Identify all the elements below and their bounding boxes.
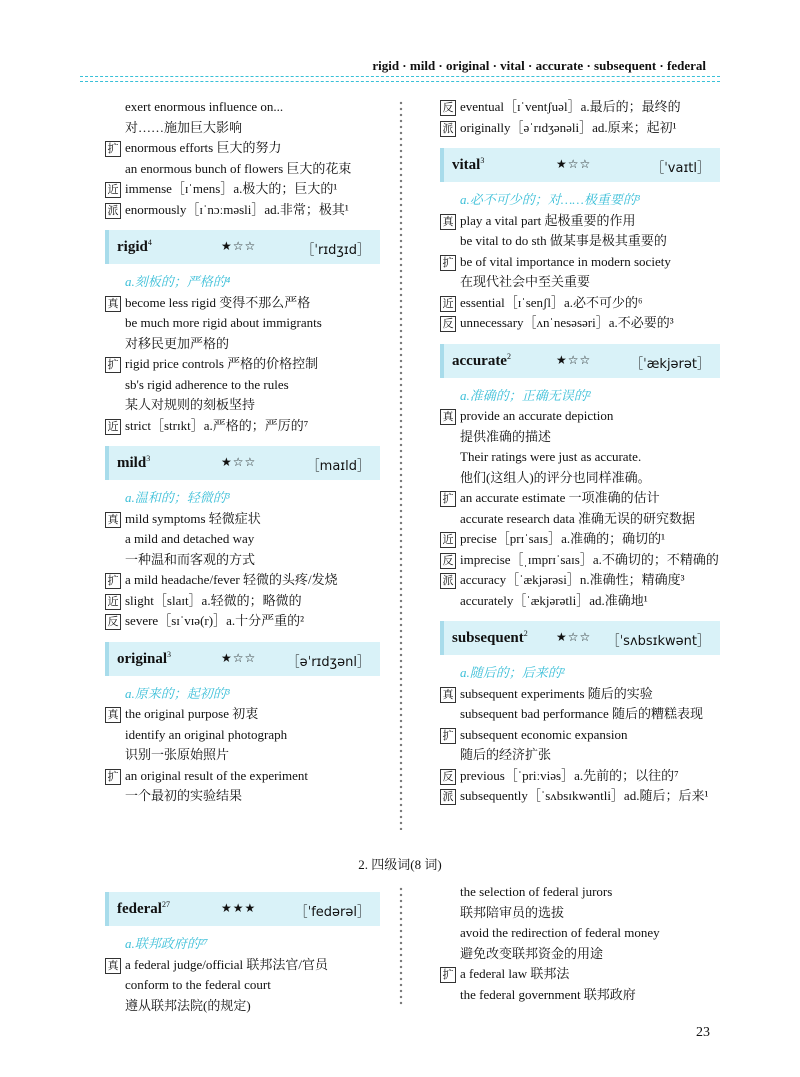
entry-text: a mild headache/fever 轻微的头疼/发烧 xyxy=(125,572,338,587)
headword-text: mild xyxy=(117,455,147,471)
entry-line xyxy=(440,529,720,550)
entry-line xyxy=(105,118,380,139)
entry-text: 提供准确的描述 xyxy=(460,428,552,444)
entry-line xyxy=(440,272,720,293)
phonetic-transcription: ［ˈækjərət］ xyxy=(630,356,710,372)
category-tag: 反 xyxy=(440,316,456,332)
meaning-line xyxy=(440,386,720,407)
entry-text: provide an accurate depiction xyxy=(460,408,614,423)
entry-line xyxy=(105,293,380,314)
category-tag: 反 xyxy=(105,614,121,630)
entry-text: 某人对规则的刻板坚持 xyxy=(125,397,256,412)
meaning-line xyxy=(105,272,380,293)
frequency-count: 2 xyxy=(523,629,528,638)
category-tag: 真 xyxy=(105,958,121,974)
entry-line xyxy=(440,591,720,612)
entry-text: 随后的经济扩张 xyxy=(460,747,552,762)
entry-line xyxy=(440,550,720,571)
category-tag: 扩 xyxy=(440,728,456,744)
entry-text: an enormous bunch of flowers 巨大的花束 xyxy=(125,160,352,176)
word-entry-header xyxy=(105,230,380,264)
meaning-text: a.必不可少的；对……极重要的³ xyxy=(460,192,640,207)
entry-line xyxy=(440,985,720,1006)
word-entry-header xyxy=(105,642,380,676)
entry-line xyxy=(440,570,720,591)
entry-text: 他们(这组人)的评分也同样准确。 xyxy=(460,469,651,485)
entry-line xyxy=(105,138,380,159)
word-entry-header xyxy=(440,148,720,182)
entry-line xyxy=(105,200,380,221)
category-tag: 扩 xyxy=(105,769,121,785)
entry-text: subsequent experiments 随后的实验 xyxy=(460,685,653,701)
category-tag: 派 xyxy=(105,203,121,219)
category-tag: 扩 xyxy=(105,357,121,373)
phonetic-transcription: ［əˈrɪdʒənl］ xyxy=(286,654,370,670)
entry-line xyxy=(105,334,380,355)
frequency-count: 27 xyxy=(161,900,170,909)
headword-text: accurate xyxy=(452,352,507,369)
headword xyxy=(117,238,152,256)
entry-line xyxy=(105,354,380,375)
meaning-text: a.准确的；正确无误的² xyxy=(460,387,591,403)
headword-text: subsequent xyxy=(452,630,524,646)
word-entry-header xyxy=(105,892,380,926)
headword-text: original xyxy=(117,650,168,667)
meaning-text: a.随后的；后来的² xyxy=(460,665,565,680)
entry-line xyxy=(105,395,380,416)
entry-text: unnecessary［ʌnˈnesəsəri］a.不必要的³ xyxy=(460,315,674,330)
entry-line xyxy=(440,704,720,725)
entry-line xyxy=(440,944,720,965)
meaning-text: a.联邦政府的²⁷ xyxy=(125,936,209,951)
category-tag: 真 xyxy=(440,409,456,425)
entry-line xyxy=(105,611,380,632)
entry-line xyxy=(105,375,380,396)
entry-line xyxy=(440,97,720,118)
entry-line xyxy=(440,427,720,448)
entry-line xyxy=(105,570,380,591)
entry-text: 遵从联邦法院(的规定) xyxy=(125,997,251,1013)
column-separator-bottom xyxy=(398,886,404,1006)
category-tag: 扩 xyxy=(105,573,121,589)
entry-text: mild symptoms 轻微症状 xyxy=(125,510,261,526)
entry-text: play a vital part 起极重要的作用 xyxy=(460,212,636,228)
word-entry-header xyxy=(440,621,720,655)
star-rating: ★☆☆ xyxy=(221,239,257,253)
category-tag: 反 xyxy=(440,553,456,569)
phonetic-transcription: ［ˈfedərəl］ xyxy=(294,905,370,920)
entry-line xyxy=(440,313,720,334)
entry-line xyxy=(105,550,380,571)
entry-text: enormous efforts 巨大的努力 xyxy=(125,140,282,155)
entry-text: accurate research data 准确无误的研究数据 xyxy=(460,510,695,526)
star-rating: ★★★ xyxy=(221,901,257,915)
entry-line xyxy=(105,179,380,200)
meaning-line xyxy=(440,190,720,211)
entry-text: subsequent economic expansion xyxy=(460,726,628,742)
entry-line xyxy=(105,509,380,530)
headword xyxy=(117,650,171,668)
entry-line xyxy=(440,118,720,139)
entry-line xyxy=(105,159,380,180)
frequency-count: 2 xyxy=(506,351,511,361)
meaning-line xyxy=(105,934,380,955)
entry-text: identify an original photograph xyxy=(125,726,288,742)
meaning-text: a.刻板的；严格的⁴ xyxy=(125,274,231,289)
left-column xyxy=(105,97,380,807)
entry-line xyxy=(440,684,720,705)
frequency-count: 3 xyxy=(480,156,485,165)
category-tag: 真 xyxy=(105,707,121,723)
headword xyxy=(452,352,511,370)
entry-text: slight［slaɪt］a.轻微的；略微的 xyxy=(125,592,302,608)
entry-text: accurately［ˈækjərətli］ad.准确地¹ xyxy=(460,592,648,608)
entry-line xyxy=(440,293,720,314)
entry-line xyxy=(105,313,380,334)
entry-text: Their ratings were just as accurate. xyxy=(460,449,642,464)
entry-text: become less rigid 变得不那么严格 xyxy=(125,294,311,310)
star-rating: ★☆☆ xyxy=(221,455,257,469)
entry-line xyxy=(440,406,720,427)
entry-text: accuracy［ˈækjərəsi］n.准确性；精确度³ xyxy=(460,572,685,587)
entry-text: 在现代社会中至关重要 xyxy=(460,274,591,289)
entry-text: subsequently［ˈsʌbsɪkwəntli］ad.随后；后来¹ xyxy=(460,788,709,803)
entry-line xyxy=(105,704,380,725)
meaning-text: a.温和的；轻微的³ xyxy=(125,490,230,505)
entry-line xyxy=(105,996,380,1017)
category-tag: 扩 xyxy=(440,491,456,507)
category-tag: 派 xyxy=(440,789,456,805)
headword-text: rigid xyxy=(117,239,148,255)
header-divider xyxy=(80,76,720,82)
frequency-count: 3 xyxy=(146,454,151,463)
entry-text: a federal law 联邦法 xyxy=(460,966,570,981)
entry-text: 对……施加巨大影响 xyxy=(125,119,243,135)
bottom-left-column xyxy=(105,882,380,1016)
headword xyxy=(117,900,170,918)
headword-text: federal xyxy=(117,901,162,917)
entry-text: avoid the redirection of federal money xyxy=(460,925,660,940)
column-separator-top xyxy=(398,100,404,830)
star-rating: ★☆☆ xyxy=(556,630,592,644)
entry-text: 一种温和而客观的方式 xyxy=(125,551,256,567)
entry-text: previous［ˈpriːviəs］a.先前的；以往的⁷ xyxy=(460,767,679,783)
entry-text: strict［strɪkt］a.严格的；严厉的⁷ xyxy=(125,417,309,433)
entry-line xyxy=(105,529,380,550)
headword-text: vital xyxy=(452,157,481,173)
entry-text: exert enormous influence on... xyxy=(125,99,284,114)
entry-line xyxy=(105,745,380,766)
meaning-line xyxy=(105,684,380,705)
entry-line xyxy=(440,903,720,924)
category-tag: 扩 xyxy=(440,967,456,983)
phonetic-transcription: ［ˈvaɪtl］ xyxy=(651,161,710,176)
entry-line xyxy=(440,786,720,807)
page-header-title: rigid · mild · original · vital · accurate · subsequent · federal xyxy=(372,58,706,73)
entry-line xyxy=(440,745,720,766)
headword xyxy=(117,454,150,472)
phonetic-transcription: ［ˈsʌbsɪkwənt］ xyxy=(606,634,710,649)
entry-text: eventual［ɪˈventʃuəl］a.最后的；最终的 xyxy=(460,99,681,114)
word-entry-header xyxy=(440,344,720,378)
frequency-count: 4 xyxy=(147,238,152,247)
entry-text: severe［sɪˈvɪə(r)］a.十分严重的² xyxy=(125,613,304,628)
entry-text: 联邦陪审员的选拔 xyxy=(460,904,565,920)
entry-line xyxy=(440,488,720,509)
category-tag: 派 xyxy=(440,121,456,137)
entry-text: an accurate estimate 一项准确的估计 xyxy=(460,490,660,505)
entry-text: 识别一张原始照片 xyxy=(125,747,230,762)
headword xyxy=(452,629,528,647)
entry-text: be much more rigid about immigrants xyxy=(125,315,322,330)
category-tag: 派 xyxy=(440,573,456,589)
entry-line xyxy=(440,509,720,530)
entry-text: be vital to do sth 做某事是极其重要的 xyxy=(460,233,667,248)
category-tag: 真 xyxy=(440,687,456,703)
star-rating: ★☆☆ xyxy=(556,352,592,367)
entry-text: 避免改变联邦资金的用途 xyxy=(460,945,604,961)
category-tag: 扩 xyxy=(105,141,121,157)
entry-text: an original result of the experiment xyxy=(125,767,309,783)
section-title: 2. 四级词(8 词) xyxy=(358,857,442,872)
category-tag: 扩 xyxy=(440,255,456,271)
entry-text: subsequent bad performance 随后的糟糕表现 xyxy=(460,706,703,721)
bottom-right-column xyxy=(440,882,720,1005)
entry-line xyxy=(105,955,380,976)
entry-text: sb's rigid adherence to the rules xyxy=(125,376,289,392)
entry-line xyxy=(105,97,380,118)
entry-text: originally［əˈrɪdʒənəli］ad.原来；起初¹ xyxy=(460,119,677,135)
entry-text: 对移民更加严格的 xyxy=(125,335,230,351)
entry-text: the federal government 联邦政府 xyxy=(460,986,636,1002)
entry-line xyxy=(440,923,720,944)
meaning-line xyxy=(440,663,720,684)
entry-text: rigid price controls 严格的价格控制 xyxy=(125,356,319,371)
entry-text: a mild and detached way xyxy=(125,531,255,546)
entry-line xyxy=(105,725,380,746)
entry-text: the selection of federal jurors xyxy=(460,884,613,899)
entry-line xyxy=(105,975,380,996)
category-tag: 近 xyxy=(440,532,456,548)
entry-line xyxy=(440,468,720,489)
entry-line xyxy=(440,964,720,985)
category-tag: 反 xyxy=(440,769,456,785)
entry-text: enormously［ɪˈnɔːməsli］ad.非常；极其¹ xyxy=(125,201,349,217)
entry-line xyxy=(440,252,720,273)
category-tag: 近 xyxy=(105,594,121,610)
page-number: 23 xyxy=(696,1025,710,1040)
phonetic-transcription: ［ˈrɪdʒɪd］ xyxy=(301,243,370,258)
entry-line xyxy=(105,786,380,807)
star-rating: ★☆☆ xyxy=(556,157,592,171)
entry-text: imprecise［ˌɪmprɪˈsaɪs］a.不确切的；不精确的 xyxy=(460,551,719,567)
category-tag: 近 xyxy=(440,296,456,312)
meaning-text: a.原来的；起初的³ xyxy=(125,685,230,701)
entry-line xyxy=(440,447,720,468)
entry-line xyxy=(440,231,720,252)
headword xyxy=(452,156,484,174)
frequency-count: 3 xyxy=(167,649,172,659)
word-entry-header xyxy=(105,446,380,480)
entry-text: 一个最初的实验结果 xyxy=(125,788,243,803)
star-rating: ★☆☆ xyxy=(221,650,257,665)
category-tag: 近 xyxy=(105,419,121,435)
category-tag: 近 xyxy=(105,182,121,198)
entry-line xyxy=(440,766,720,787)
category-tag: 反 xyxy=(440,100,456,116)
category-tag: 真 xyxy=(440,214,456,230)
entry-line xyxy=(440,211,720,232)
entry-text: conform to the federal court xyxy=(125,977,271,992)
entry-line xyxy=(105,591,380,612)
entry-text: essential［ɪˈsenʃl］a.必不可少的⁶ xyxy=(460,294,643,310)
entry-line xyxy=(105,766,380,787)
entry-text: be of vital importance in modern society xyxy=(460,253,671,269)
entry-text: immense［ɪˈmens］a.极大的；巨大的¹ xyxy=(125,181,338,196)
category-tag: 真 xyxy=(105,296,121,312)
entry-line xyxy=(105,416,380,437)
entry-text: the original purpose 初衷 xyxy=(125,706,259,721)
meaning-line xyxy=(105,488,380,509)
entry-text: a federal judge/official 联邦法官/官员 xyxy=(125,956,329,972)
phonetic-transcription: ［maɪld］ xyxy=(306,459,370,474)
right-column xyxy=(440,97,720,807)
entry-line xyxy=(440,882,720,903)
entry-text: precise［prɪˈsaɪs］a.准确的；确切的¹ xyxy=(460,531,665,546)
entry-line xyxy=(440,725,720,746)
category-tag: 真 xyxy=(105,512,121,528)
